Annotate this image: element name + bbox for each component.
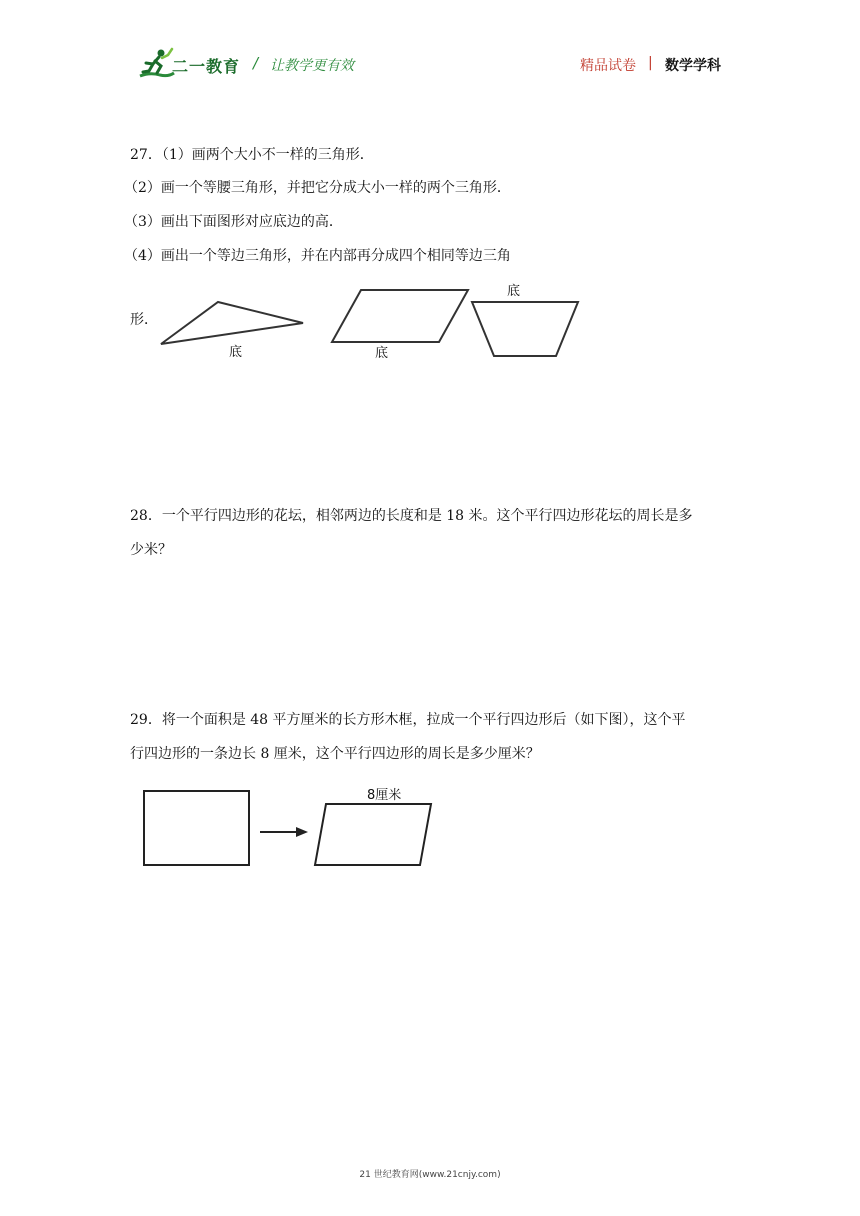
q27-line1: 27．（1）画两个大小不一样的三角形．	[130, 147, 374, 163]
trapezoid-figure	[472, 302, 578, 356]
parallelogram-figure	[315, 804, 431, 865]
header-tag: 精品试卷	[580, 58, 636, 74]
q27-line3: （3）画出下面图形对应底边的高．	[124, 214, 343, 230]
q29-line2: 行四边形的一条边长 8 厘米，这个平行四边形的周长是多少厘米？	[130, 746, 540, 762]
parallelogram-base-label: 底	[375, 346, 389, 361]
footer-text: 21 世纪教育网(www.21cnjy.com)	[359, 1170, 501, 1180]
rectangle-figure	[144, 791, 249, 865]
q27-line5: 形．	[130, 312, 158, 328]
triangle-base-label: 底	[229, 345, 243, 360]
runner-logo-icon	[136, 46, 176, 80]
q27-line2: （2）画一个等腰三角形，并把它分成大小一样的两个三角形．	[124, 180, 511, 196]
q28-line2: 少米？	[130, 542, 172, 558]
q29-side-label: 8厘米	[367, 788, 402, 803]
arrow-head-icon	[296, 827, 308, 837]
q27-line4: （4）画出一个等边三角形，并在内部再分成四个相同等边三角	[124, 248, 511, 264]
triangle-figure	[161, 302, 303, 344]
header	[0, 0, 860, 100]
q28-line1: 28．一个平行四边形的花坛，相邻两边的长度和是 18 米。这个平行四边形花坛的周长是多	[130, 508, 693, 524]
header-subject: 数学学科	[665, 58, 721, 74]
logo-text: 二一教育	[172, 57, 241, 76]
logo-slogan: 让教学更有效	[270, 58, 354, 74]
q27-figures	[150, 275, 590, 370]
logo-divider: /	[253, 54, 259, 72]
parallelogram-figure	[332, 290, 468, 342]
q29-line1: 29．将一个面积是 48 平方厘米的长方形木框，拉成一个平行四边形后（如下图），这个平	[130, 712, 686, 728]
trapezoid-base-label: 底	[507, 284, 521, 299]
header-separator: |	[648, 55, 653, 71]
